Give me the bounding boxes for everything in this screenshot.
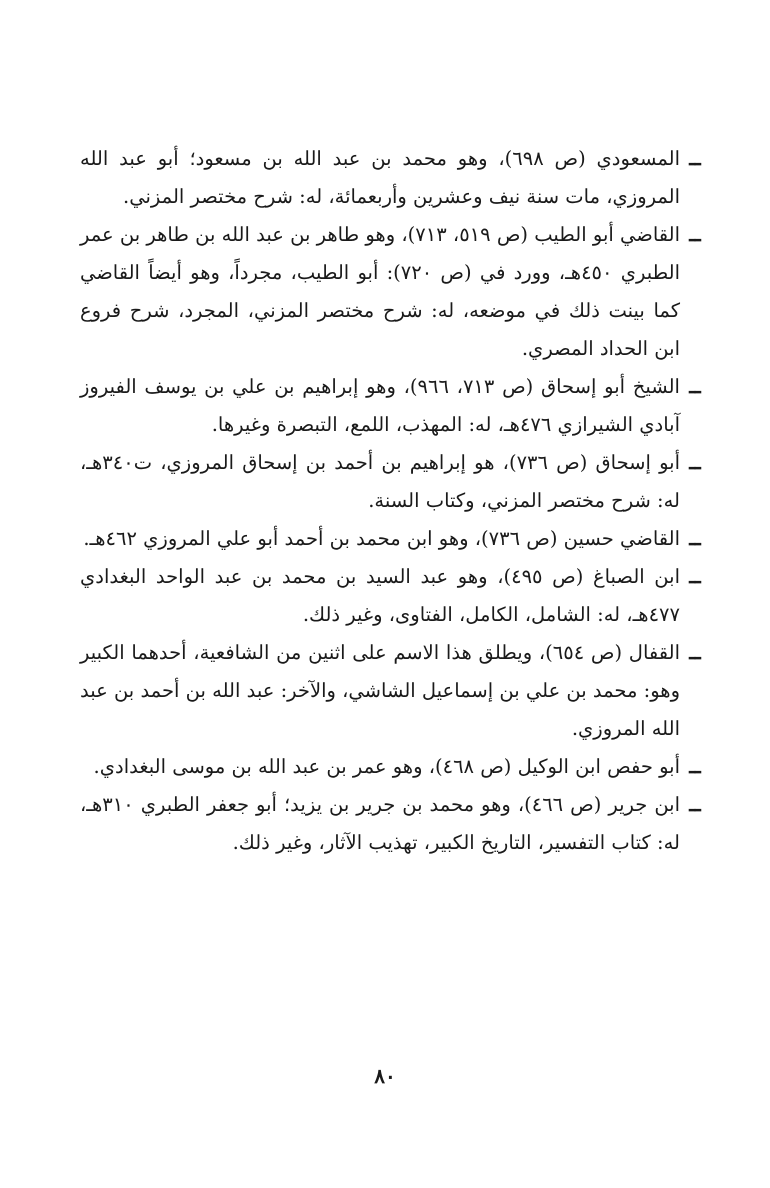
entry-text: أبو حفص ابن الوكيل (ص ٤٦٨)، وهو عمر بن عبد الله بن موسى البغدادي. [93, 755, 680, 778]
list-item [80, 368, 706, 444]
entry-text: المسعودي (ص ٦٩٨)، وهو محمد بن عبد الله بن مسعود؛ أبو عبد الله المروزي، مات سنة نيف وعشرين وأربعمائة، له: شرح مختصر المزني. [80, 147, 680, 208]
entry-text: القفال (ص ٦٥٤)، ويطلق هذا الاسم على اثنين من الشافعية، أحدهما الكبير وهو: محمد بن علي بن إسماعيل الشاشي، والآخر: عبد الله بن أحمد بن عبد الله المروزي. [80, 641, 680, 740]
list-item [80, 444, 706, 520]
dash-marker: ــ [689, 147, 701, 170]
dash-marker: ــ [689, 527, 701, 550]
entry-text: الشيخ أبو إسحاق (ص ٧١٣، ٩٦٦)، وهو إبراهيم بن علي بن يوسف الفيروز آبادي الشيرازي ٤٧٦هـ، له: المهذب، اللمع، التبصرة وغيرها. [80, 375, 680, 436]
dash-marker: ــ [689, 793, 701, 816]
dash-marker: ــ [689, 451, 701, 474]
list-item [80, 558, 706, 634]
entry-text: ابن الصباغ (ص ٤٩٥)، وهو عبد السيد بن محمد بن عبد الواحد البغدادي ٤٧٧هـ، له: الشامل، الكامل، الفتاوى، وغير ذلك. [80, 565, 680, 626]
entry-text: أبو إسحاق (ص ٧٣٦)، هو إبراهيم بن أحمد بن إسحاق المروزي، ت٣٤٠هـ، له: شرح مختصر المزني، وكتاب السنة. [80, 451, 680, 512]
entry-text: القاضي حسين (ص ٧٣٦)، وهو ابن محمد بن أحمد أبو علي المروزي ٤٦٢هـ. [83, 527, 680, 550]
entry-text: ابن جرير (ص ٤٦٦)، وهو محمد بن جرير بن يزيد؛ أبو جعفر الطبري ٣١٠هـ، له: كتاب التفسير، التاريخ الكبير، تهذيب الآثار، وغير ذلك. [80, 793, 681, 854]
list-item [80, 786, 706, 862]
dash-marker: ــ [689, 223, 701, 246]
list-item [80, 140, 706, 216]
dash-marker: ــ [689, 641, 701, 664]
dash-marker: ــ [689, 565, 701, 588]
list-item [80, 520, 706, 558]
list-item [80, 748, 706, 786]
list-item [80, 634, 706, 748]
list-item [80, 216, 706, 368]
biography-list [80, 140, 706, 862]
dash-marker: ــ [689, 755, 701, 778]
entry-text: القاضي أبو الطيب (ص ٥١٩، ٧١٣)، وهو طاهر بن عبد الله بن طاهر بن عمر الطبري ٤٥٠هـ، وورد في (ص ٧٢٠): أبو الطيب، مجرداً، وهو أيضاً القاضي كما بينت ذلك في موضعه، له: شرح مختصر المزني، المجرد، شرح فروع ابن الحداد المصري. [80, 223, 680, 360]
page-number: ٨٠ [374, 1064, 396, 1088]
dash-marker: ــ [689, 375, 701, 398]
